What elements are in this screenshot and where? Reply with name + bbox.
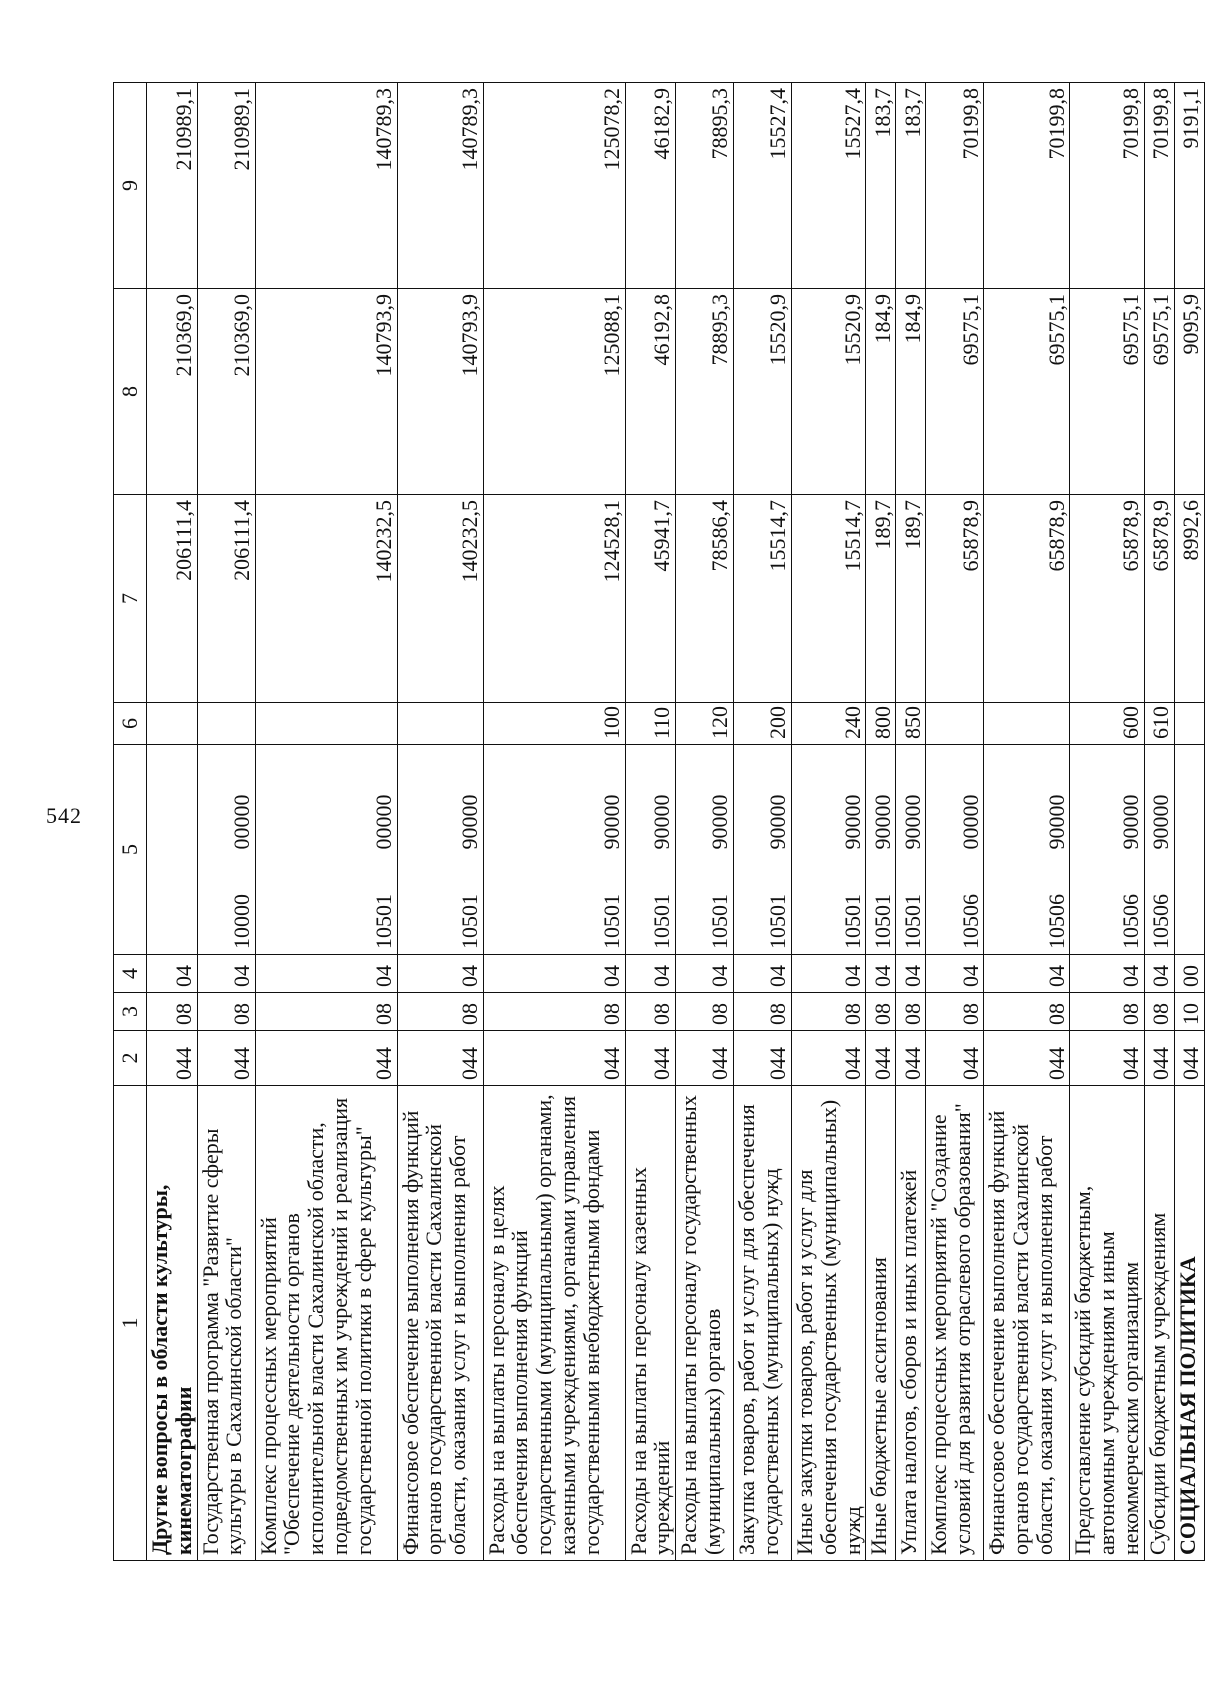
subsection-code: 04 bbox=[483, 955, 625, 993]
subsection-code: 04 bbox=[255, 955, 397, 993]
amount-year-1: 206111,4 bbox=[147, 495, 198, 703]
expense-type-code: 200 bbox=[734, 703, 792, 745]
amount-year-1: 189,7 bbox=[896, 495, 926, 703]
table-row bbox=[896, 83, 926, 1561]
subsection-code: 04 bbox=[1144, 955, 1174, 993]
column-header: 8 bbox=[114, 289, 147, 495]
row-name: СОЦИАЛЬНАЯ ПОЛИТИКА bbox=[1174, 1086, 1204, 1561]
subsection-code: 04 bbox=[792, 955, 866, 993]
table-row bbox=[1174, 83, 1204, 1561]
expense-type-code: 110 bbox=[625, 703, 676, 745]
column-header: 3 bbox=[114, 993, 147, 1031]
target-article-part-1: 10000 bbox=[228, 894, 254, 949]
amount-year-1: 65878,9 bbox=[984, 495, 1070, 703]
target-article-part-1: 10506 bbox=[1147, 894, 1173, 949]
target-article-part-1: 10506 bbox=[957, 894, 983, 949]
subsection-code: 04 bbox=[926, 955, 984, 993]
subsection-code: 04 bbox=[984, 955, 1070, 993]
table-row bbox=[866, 83, 896, 1561]
table-row bbox=[483, 83, 625, 1561]
amount-year-1: 45941,7 bbox=[625, 495, 676, 703]
section-code: 08 bbox=[147, 993, 198, 1031]
column-header: 2 bbox=[114, 1031, 147, 1086]
amount-year-2: 78895,3 bbox=[676, 289, 734, 495]
target-article-part-2: 90000 bbox=[1043, 794, 1069, 850]
table-row bbox=[1144, 83, 1174, 1561]
target-article-part-1: 10506 bbox=[1043, 894, 1069, 949]
ved-code: 044 bbox=[255, 1031, 397, 1086]
target-article-part-2: 90000 bbox=[707, 794, 733, 850]
section-code: 08 bbox=[397, 993, 483, 1031]
amount-year-1: 78586,4 bbox=[676, 495, 734, 703]
ved-code: 044 bbox=[197, 1031, 255, 1086]
row-name: Финансовое обеспечение выполнения функций органов государственной власти Сахалинской области, оказания услуг и выполнения работ bbox=[397, 1086, 483, 1561]
target-article-part-1: 10501 bbox=[456, 894, 482, 949]
row-name: Расходы на выплаты персоналу казенных учреждений bbox=[625, 1086, 676, 1561]
amount-year-1: 206111,4 bbox=[197, 495, 255, 703]
row-name: Комплекс процессных мероприятий "Обеспечение деятельности органов исполнительной власти Сахалинской области, подведомственных им учреждений и реализация государственной политики в сфере культуры" bbox=[255, 1086, 397, 1561]
target-article-code bbox=[255, 745, 397, 955]
target-article-code bbox=[734, 745, 792, 955]
expense-type-code: 240 bbox=[792, 703, 866, 745]
table-row bbox=[792, 83, 866, 1561]
ved-code: 044 bbox=[397, 1031, 483, 1086]
ved-code: 044 bbox=[676, 1031, 734, 1086]
amount-year-2: 140793,9 bbox=[255, 289, 397, 495]
section-code: 08 bbox=[1144, 993, 1174, 1031]
column-header: 9 bbox=[114, 83, 147, 289]
amount-year-3: 140789,3 bbox=[397, 83, 483, 289]
expense-type-code bbox=[1174, 703, 1204, 745]
row-name: Комплекс процессных мероприятий "Создание условий для развития отраслевого образования" bbox=[926, 1086, 984, 1561]
amount-year-2: 69575,1 bbox=[1144, 289, 1174, 495]
amount-year-3: 210989,1 bbox=[197, 83, 255, 289]
amount-year-2: 15520,9 bbox=[792, 289, 866, 495]
amount-year-3: 210989,1 bbox=[147, 83, 198, 289]
amount-year-3: 140789,3 bbox=[255, 83, 397, 289]
section-code: 08 bbox=[483, 993, 625, 1031]
section-code: 08 bbox=[197, 993, 255, 1031]
amount-year-2: 184,9 bbox=[896, 289, 926, 495]
target-article-part-2: 00000 bbox=[957, 794, 983, 850]
target-article-code bbox=[1144, 745, 1174, 955]
target-article-part-1: 10501 bbox=[899, 894, 925, 949]
row-name: Другие вопросы в области культуры, кинематографии bbox=[147, 1086, 198, 1561]
budget-table bbox=[113, 82, 1205, 1561]
subsection-code: 04 bbox=[147, 955, 198, 993]
amount-year-2: 210369,0 bbox=[147, 289, 198, 495]
column-header: 7 bbox=[114, 495, 147, 703]
amount-year-2: 69575,1 bbox=[984, 289, 1070, 495]
row-name: Уплата налогов, сборов и иных платежей bbox=[896, 1086, 926, 1561]
target-article-code bbox=[896, 745, 926, 955]
row-name: Иные бюджетные ассигнования bbox=[866, 1086, 896, 1561]
section-code: 08 bbox=[984, 993, 1070, 1031]
ved-code: 044 bbox=[1070, 1031, 1144, 1086]
ved-code: 044 bbox=[734, 1031, 792, 1086]
subsection-code: 00 bbox=[1174, 955, 1204, 993]
amount-year-2: 184,9 bbox=[866, 289, 896, 495]
expense-type-code: 100 bbox=[483, 703, 625, 745]
column-header: 6 bbox=[114, 703, 147, 745]
amount-year-3: 183,7 bbox=[896, 83, 926, 289]
amount-year-3: 70199,8 bbox=[984, 83, 1070, 289]
subsection-code: 04 bbox=[197, 955, 255, 993]
amount-year-1: 140232,5 bbox=[255, 495, 397, 703]
amount-year-3: 183,7 bbox=[866, 83, 896, 289]
amount-year-3: 125078,2 bbox=[483, 83, 625, 289]
amount-year-1: 140232,5 bbox=[397, 495, 483, 703]
amount-year-1: 8992,6 bbox=[1174, 495, 1204, 703]
ved-code: 044 bbox=[984, 1031, 1070, 1086]
amount-year-2: 46192,8 bbox=[625, 289, 676, 495]
row-name: Иные закупки товаров, работ и услуг для обеспечения государственных (муниципальных) нужд bbox=[792, 1086, 866, 1561]
target-article-code bbox=[792, 745, 866, 955]
target-article-code bbox=[625, 745, 676, 955]
table-row bbox=[676, 83, 734, 1561]
expense-type-code: 600 bbox=[1070, 703, 1144, 745]
expense-type-code bbox=[984, 703, 1070, 745]
subsection-code: 04 bbox=[676, 955, 734, 993]
amount-year-3: 70199,8 bbox=[1070, 83, 1144, 289]
table-row bbox=[255, 83, 397, 1561]
amount-year-2: 69575,1 bbox=[1070, 289, 1144, 495]
target-article-code bbox=[397, 745, 483, 955]
amount-year-2: 140793,9 bbox=[397, 289, 483, 495]
target-article-part-2: 90000 bbox=[1147, 794, 1173, 850]
amount-year-3: 15527,4 bbox=[792, 83, 866, 289]
target-article-code bbox=[483, 745, 625, 955]
expense-type-code bbox=[255, 703, 397, 745]
expense-type-code bbox=[197, 703, 255, 745]
column-header: 4 bbox=[114, 955, 147, 993]
table-row bbox=[147, 83, 198, 1561]
target-article-part-1: 10501 bbox=[839, 894, 865, 949]
amount-year-2: 210369,0 bbox=[197, 289, 255, 495]
section-code: 08 bbox=[896, 993, 926, 1031]
ved-code: 044 bbox=[866, 1031, 896, 1086]
column-number-row bbox=[114, 83, 147, 1561]
rotated-sheet bbox=[113, 83, 1203, 1561]
ved-code: 044 bbox=[1174, 1031, 1204, 1086]
amount-year-3: 70199,8 bbox=[1144, 83, 1174, 289]
target-article-part-2: 90000 bbox=[598, 794, 624, 850]
target-article-part-1: 10501 bbox=[869, 894, 895, 949]
amount-year-1: 65878,9 bbox=[1144, 495, 1174, 703]
target-article-code bbox=[926, 745, 984, 955]
section-code: 08 bbox=[676, 993, 734, 1031]
amount-year-3: 9191,1 bbox=[1174, 83, 1204, 289]
amount-year-1: 15514,7 bbox=[792, 495, 866, 703]
target-article-code bbox=[1070, 745, 1144, 955]
subsection-code: 04 bbox=[625, 955, 676, 993]
target-article-part-1: 10506 bbox=[1117, 894, 1143, 949]
amount-year-3: 70199,8 bbox=[926, 83, 984, 289]
section-code: 10 bbox=[1174, 993, 1204, 1031]
expense-type-code bbox=[147, 703, 198, 745]
amount-year-3: 78895,3 bbox=[676, 83, 734, 289]
subsection-code: 04 bbox=[397, 955, 483, 993]
section-code: 08 bbox=[255, 993, 397, 1031]
target-article-part-2: 90000 bbox=[456, 794, 482, 850]
target-article-part-2: 90000 bbox=[765, 794, 791, 850]
target-article-part-2: 90000 bbox=[1117, 794, 1143, 850]
table-row bbox=[397, 83, 483, 1561]
row-name: Государственная программа "Развитие сферы культуры в Сахалинской области" bbox=[197, 1086, 255, 1561]
expense-type-code: 800 bbox=[866, 703, 896, 745]
expense-type-code: 120 bbox=[676, 703, 734, 745]
target-article-code bbox=[1174, 745, 1204, 955]
target-article-code bbox=[866, 745, 896, 955]
target-article-part-2: 90000 bbox=[839, 794, 865, 850]
section-code: 08 bbox=[1070, 993, 1144, 1031]
amount-year-1: 124528,1 bbox=[483, 495, 625, 703]
target-article-code bbox=[197, 745, 255, 955]
expense-type-code bbox=[397, 703, 483, 745]
row-name: Расходы на выплаты персоналу государственных (муниципальных) органов bbox=[676, 1086, 734, 1561]
target-article-part-2: 90000 bbox=[649, 794, 675, 850]
expense-type-code: 850 bbox=[896, 703, 926, 745]
section-code: 08 bbox=[625, 993, 676, 1031]
amount-year-1: 65878,9 bbox=[926, 495, 984, 703]
amount-year-1: 15514,7 bbox=[734, 495, 792, 703]
target-article-part-1: 10501 bbox=[370, 894, 396, 949]
subsection-code: 04 bbox=[896, 955, 926, 993]
column-header: 1 bbox=[114, 1086, 147, 1561]
amount-year-2: 125088,1 bbox=[483, 289, 625, 495]
target-article-part-1: 10501 bbox=[765, 894, 791, 949]
subsection-code: 04 bbox=[1070, 955, 1144, 993]
ved-code: 044 bbox=[1144, 1031, 1174, 1086]
target-article-part-2: 00000 bbox=[370, 794, 396, 850]
expense-type-code bbox=[926, 703, 984, 745]
amount-year-2: 15520,9 bbox=[734, 289, 792, 495]
subsection-code: 04 bbox=[866, 955, 896, 993]
row-name: Расходы на выплаты персоналу в целях обеспечения выполнения функций государственными (муниципальными) органами, казенными учреждениями, органами управления государственными внебюджетными фондами bbox=[483, 1086, 625, 1561]
rotated-table-wrapper bbox=[113, 83, 1203, 1561]
amount-year-2: 69575,1 bbox=[926, 289, 984, 495]
ved-code: 044 bbox=[792, 1031, 866, 1086]
target-article-part-2: 00000 bbox=[228, 794, 254, 850]
ved-code: 044 bbox=[147, 1031, 198, 1086]
row-name: Финансовое обеспечение выполнения функций органов государственной власти Сахалинской области, оказания услуг и выполнения работ bbox=[984, 1086, 1070, 1561]
page-number: 542 bbox=[46, 803, 82, 828]
expense-type-code: 610 bbox=[1144, 703, 1174, 745]
amount-year-3: 15527,4 bbox=[734, 83, 792, 289]
section-code: 08 bbox=[792, 993, 866, 1031]
target-article-part-1: 10501 bbox=[649, 894, 675, 949]
amount-year-1: 189,7 bbox=[866, 495, 896, 703]
row-name: Закупка товаров, работ и услуг для обеспечения государственных (муниципальных) нужд bbox=[734, 1086, 792, 1561]
target-article-code bbox=[676, 745, 734, 955]
table-row bbox=[734, 83, 792, 1561]
column-header: 5 bbox=[114, 745, 147, 955]
table-row bbox=[984, 83, 1070, 1561]
amount-year-1: 65878,9 bbox=[1070, 495, 1144, 703]
target-article-part-2: 90000 bbox=[899, 794, 925, 850]
subsection-code: 04 bbox=[734, 955, 792, 993]
target-article-code bbox=[984, 745, 1070, 955]
ved-code: 044 bbox=[896, 1031, 926, 1086]
target-article-part-1: 10501 bbox=[598, 894, 624, 949]
table-row bbox=[197, 83, 255, 1561]
amount-year-2: 9095,9 bbox=[1174, 289, 1204, 495]
target-article-part-2: 90000 bbox=[869, 794, 895, 850]
section-code: 08 bbox=[734, 993, 792, 1031]
amount-year-3: 46182,9 bbox=[625, 83, 676, 289]
target-article-code bbox=[147, 745, 198, 955]
table-row bbox=[1070, 83, 1144, 1561]
row-name: Предоставление субсидий бюджетным, автономным учреждениям и иным некоммерческим организациям bbox=[1070, 1086, 1144, 1561]
ved-code: 044 bbox=[625, 1031, 676, 1086]
row-name: Субсидии бюджетным учреждениям bbox=[1144, 1086, 1174, 1561]
ved-code: 044 bbox=[483, 1031, 625, 1086]
target-article-part-1: 10501 bbox=[707, 894, 733, 949]
table-row bbox=[625, 83, 676, 1561]
section-code: 08 bbox=[926, 993, 984, 1031]
ved-code: 044 bbox=[926, 1031, 984, 1086]
table-row bbox=[926, 83, 984, 1561]
section-code: 08 bbox=[866, 993, 896, 1031]
